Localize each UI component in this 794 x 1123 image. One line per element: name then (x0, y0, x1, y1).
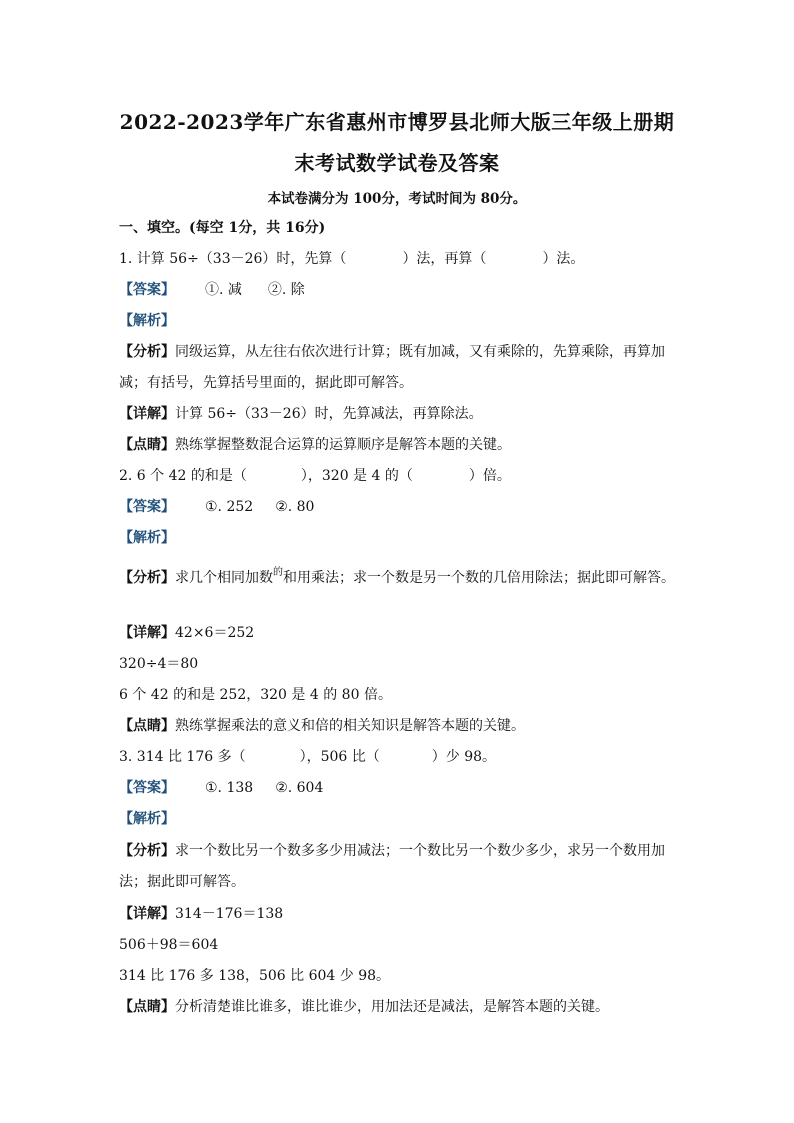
q1-analysis-line-2: 减；有括号，先算括号里面的，据此即可解答。 (119, 375, 413, 391)
q3-question-b: ），506 比（ (299, 749, 380, 765)
q1-question-a: 1. 计算 56÷（33－26）时，先算（ (119, 251, 347, 267)
q3-detail-line-3: 314 比 176 多 138，506 比 604 少 98。 (119, 968, 391, 984)
q2-analysis (119, 564, 675, 587)
q2-comment-text: 熟练掌握乘法的意义和倍的相关知识是解答本题的关键。 (175, 718, 525, 734)
q2-answer-2: ②. 80 (275, 499, 315, 515)
q2-question-b: ），320 是 4 的（ (300, 468, 413, 484)
comment-tag: 【点睛】 (119, 999, 175, 1015)
jiexi-tag: 【解析】 (119, 530, 175, 546)
comment-tag: 【点睛】 (119, 437, 175, 453)
answer-tag: 【答案】 (119, 780, 175, 796)
q1-comment-text: 熟练掌握整数混合运算的运算顺序是解答本题的关键。 (175, 437, 511, 453)
q1-answer (119, 281, 305, 299)
q3-answer-1: ①. 138 (205, 780, 254, 796)
q3-analysis-line-1 (119, 842, 665, 860)
q1-comment (119, 436, 511, 454)
q2-question-c: ）倍。 (468, 468, 511, 484)
q3-question-a: 3. 314 比 176 多（ (119, 749, 246, 765)
detail-tag: 【详解】 (119, 406, 175, 422)
q1-detail-text: 计算 56÷（33－26）时，先算减法，再算除法。 (175, 406, 483, 422)
comment-tag: 【点睛】 (119, 718, 175, 734)
q2-detail-line-2: 320÷4＝80 (119, 656, 199, 672)
analysis-tag: 【分析】 (119, 843, 175, 859)
analysis-tag: 【分析】 (119, 570, 175, 586)
q1-question-c: ）法。 (542, 251, 585, 267)
q2-analysis-text-b: 和用乘法；求一个数是另一个数的几倍用除法；据此即可解答。 (283, 570, 675, 586)
q2-jiexi (119, 529, 175, 547)
q3-analysis-text-1: 求一个数比另一个数多多少用减法；一个数比另一个数少多少，求另一个数用加 (175, 843, 665, 859)
q1-jiexi (119, 312, 175, 330)
q2-analysis-sup: 的 (273, 567, 283, 578)
q3-detail-line-2: 506＋98＝604 (119, 937, 219, 953)
analysis-tag: 【分析】 (119, 344, 175, 360)
doc-title-line-2: 末考试数学试卷及答案 (294, 151, 500, 175)
q2-detail-text-1: 42×6＝252 (175, 625, 255, 641)
detail-tag: 【详解】 (119, 906, 175, 922)
q1-analysis-text-1: 同级运算，从左往右依次进行计算；既有加减，又有乘除的，先算乘除，再算加 (175, 344, 665, 360)
q1-question-b: ）法，再算（ (402, 251, 487, 267)
q2-detail-line-3: 6 个 42 的和是 252，320 是 4 的 80 倍。 (119, 687, 392, 703)
q3-answer (119, 779, 323, 797)
q1-answer-2: ②. 除 (267, 282, 305, 298)
q3-question-c: ）少 98。 (431, 749, 497, 765)
q3-comment-text: 分析清楚谁比谁多，谁比谁少，用加法还是减法，是解答本题的关键。 (175, 999, 609, 1015)
jiexi-tag: 【解析】 (119, 811, 175, 827)
q3-detail-line-1 (119, 905, 283, 923)
jiexi-tag: 【解析】 (119, 313, 175, 329)
q1-detail (119, 405, 483, 423)
q2-answer (119, 498, 314, 516)
q2-question-a: 2. 6 个 42 的和是（ (119, 468, 247, 484)
doc-title-line-1: 2022-2023学年广东省惠州市博罗县北师大版三年级上册期 (119, 110, 675, 134)
q1-answer-1: ①. 减 (205, 282, 242, 298)
doc-subtitle: 本试卷满分为 100分，考试时间为 80分。 (267, 191, 527, 207)
q1-analysis-line-1 (119, 343, 665, 361)
q2-detail-line-1 (119, 624, 254, 642)
q3-jiexi (119, 810, 175, 828)
answer-tag: 【答案】 (119, 282, 175, 298)
answer-tag: 【答案】 (119, 499, 175, 515)
q3-question (119, 748, 496, 766)
q2-comment (119, 717, 525, 735)
q3-detail-text-1: 314－176＝138 (175, 906, 284, 922)
q3-answer-2: ②. 604 (275, 780, 324, 796)
q2-analysis-text-a: 求几个相同加数 (175, 570, 273, 586)
detail-tag: 【详解】 (119, 625, 175, 641)
q3-comment (119, 998, 609, 1016)
q1-question (119, 250, 584, 268)
q2-answer-1: ①. 252 (205, 499, 254, 515)
section-heading: 一、填空。(每空 1分，共 16分) (119, 220, 326, 236)
q2-question (119, 467, 511, 485)
q3-analysis-line-2: 法；据此即可解答。 (119, 874, 245, 890)
